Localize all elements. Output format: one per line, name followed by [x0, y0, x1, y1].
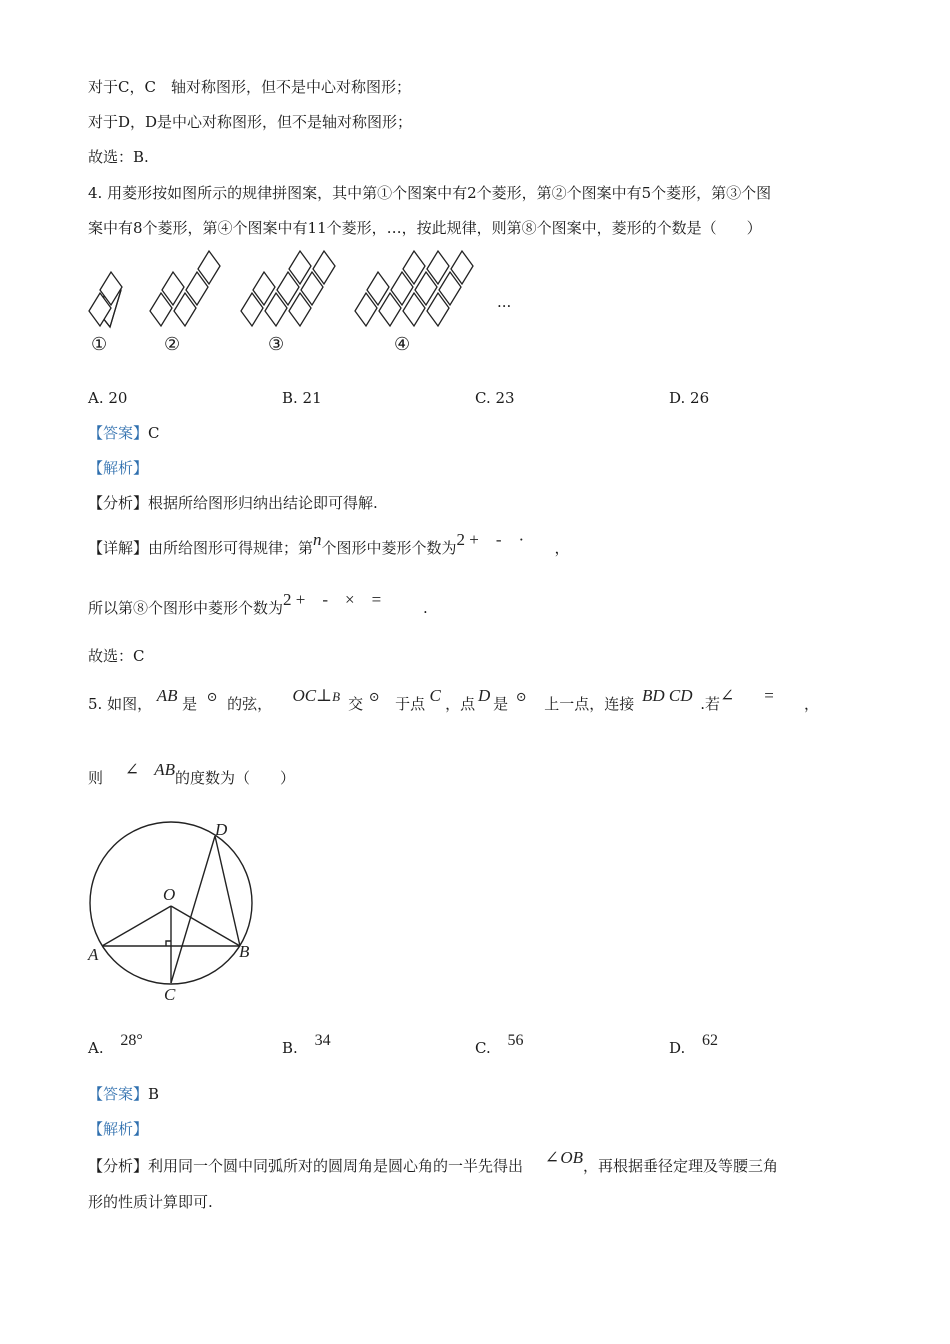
q4-fenxi: [88, 493, 378, 513]
q5-text: 的度数为（ ）: [175, 769, 296, 787]
option-value: 34: [314, 1032, 331, 1049]
rhombus-patterns: [80, 248, 540, 348]
point-d: D: [478, 686, 491, 705]
q4-line-1: 4. 用菱形按如图所示的规律拼图案，其中第①个图案中有2个菱形，第②个图案中有5个菱形，第③个图: [88, 184, 772, 202]
fenxi-tag: 【分析】: [88, 1157, 149, 1175]
fenxi-text-b: ，再根据垂径定理及等腰三角: [583, 1157, 779, 1175]
right-angle-mark: [166, 941, 171, 946]
q5-option-a: [88, 1032, 143, 1059]
angle-symbol: ∠: [544, 1148, 560, 1167]
circle-o-symbol: ⊙: [206, 689, 218, 704]
q5-text: 的弦，: [227, 695, 273, 713]
angle-symbol: ∠: [719, 686, 735, 705]
figure-label-2: ②: [164, 334, 181, 355]
radius-ob: [171, 906, 240, 946]
xiangjie-end: ，: [554, 539, 570, 557]
point-c: C: [429, 686, 441, 705]
q4-option-a: A. 20: [88, 389, 128, 407]
q5-answer: [88, 1084, 159, 1104]
label-d: D: [215, 820, 228, 839]
circle-o-symbol: ⊙: [515, 689, 527, 704]
pattern-ellipsis: ...: [497, 293, 512, 311]
conclusion-b: 故选：B.: [88, 148, 149, 166]
xiangjie-text-a: 由所给图形可得规律；第: [148, 539, 314, 557]
figure-label-4: ④: [394, 334, 411, 355]
text-line-c: 对于C，C 轴对称图形，但不是中心对称图形；: [88, 78, 411, 96]
q5-fenxi-cont: 形的性质计算即可.: [88, 1193, 213, 1211]
q5-fenxi: [88, 1148, 779, 1176]
option-letter: B.: [282, 1039, 298, 1057]
label-b: B: [239, 942, 250, 961]
q5-text: 5. 如图，: [88, 695, 153, 713]
answer-tag: 【答案】: [88, 1085, 149, 1103]
option-letter: A.: [88, 1039, 104, 1057]
equals-sign: =: [764, 686, 774, 705]
q4-line-eighth: [88, 590, 428, 618]
circle-o-symbol: ⊙: [368, 689, 380, 704]
q5-analysis-heading: [88, 1119, 148, 1139]
figure-label-3: ③: [268, 334, 285, 355]
q4-conclusion: 故选：C: [88, 647, 145, 665]
angle-symbol: ∠: [124, 760, 140, 779]
option-value: 28°: [120, 1032, 143, 1049]
seg-ab-fragment: AB: [154, 760, 176, 779]
q5-option-d: [669, 1032, 719, 1059]
q5-text: 则: [88, 769, 104, 787]
q5-option-c: [475, 1032, 524, 1059]
xiangjie-text-b: 个图形中菱形个数为: [321, 539, 457, 557]
option-value: 62: [702, 1032, 719, 1049]
answer-tag: 【答案】: [88, 424, 149, 442]
analysis-tag: 【解析】: [88, 1120, 149, 1138]
q5-text: 上一点，连接: [544, 695, 635, 713]
seg-bd-cd: BD CD: [641, 686, 693, 705]
text-line-d: 对于D，D是中心对称图形，但不是轴对称图形；: [88, 113, 413, 131]
q5-option-b: [282, 1032, 331, 1059]
q5-text: .若: [700, 695, 720, 713]
q5-text: ，: [803, 695, 819, 713]
analysis-tag: 【解析】: [88, 459, 149, 477]
xiangjie-tag: 【详解】: [88, 539, 149, 557]
answer-value: B: [148, 1085, 160, 1103]
option-letter: C.: [475, 1039, 491, 1057]
fenxi-text-a: 利用同一个圆中同弧所对的圆周角是圆心角的一半先得出: [148, 1157, 524, 1175]
q5-line-1: [88, 686, 819, 715]
q4-option-d: D. 26: [669, 389, 710, 407]
figure-label-1: ①: [91, 334, 108, 355]
q5-line-2: [88, 760, 296, 788]
seg-ab: AB: [156, 686, 178, 705]
q4-answer: [88, 423, 160, 443]
option-value: 56: [507, 1032, 524, 1049]
fenxi-text: 根据所给图形归纳出结论即可得解.: [148, 494, 378, 512]
fenxi-tag: 【分析】: [88, 494, 149, 512]
answer-value: C: [148, 424, 160, 442]
radius-oa: [102, 906, 171, 946]
eighth-end: .: [423, 599, 428, 617]
eighth-text: 所以第⑧个图形中菱形个数为: [88, 599, 284, 617]
label-c: C: [164, 985, 176, 1004]
q4-line-2: 案中有8个菱形，第④个图案中有11个菱形，…，按此规律，则第⑧个图案中，菱形的个数是（ ）: [88, 219, 762, 237]
formula-eighth: 2 + - × =: [283, 590, 382, 609]
b-fragment: B: [332, 689, 341, 704]
q4-option-c: C. 23: [475, 389, 515, 407]
q4-analysis-heading: [88, 458, 148, 478]
option-letter: D.: [669, 1039, 686, 1057]
formula-general: 2 + - ·: [456, 530, 525, 549]
seg-ob-fragment: OB: [560, 1148, 584, 1167]
q4-xiangjie: [88, 530, 570, 558]
q5-text: 是: [182, 695, 198, 713]
q5-text: ，点: [445, 695, 476, 713]
label-o: O: [163, 885, 176, 904]
var-n: n: [313, 530, 322, 549]
segment-bd: [215, 836, 240, 946]
q5-text: 是: [493, 695, 509, 713]
oc-perp: OC⊥: [292, 686, 333, 705]
q4-option-b: B. 21: [282, 389, 322, 407]
circle-geometry-figure: [80, 812, 280, 1012]
label-a: A: [88, 945, 99, 964]
q5-text: 于点: [395, 695, 426, 713]
q5-text: 交: [348, 695, 364, 713]
